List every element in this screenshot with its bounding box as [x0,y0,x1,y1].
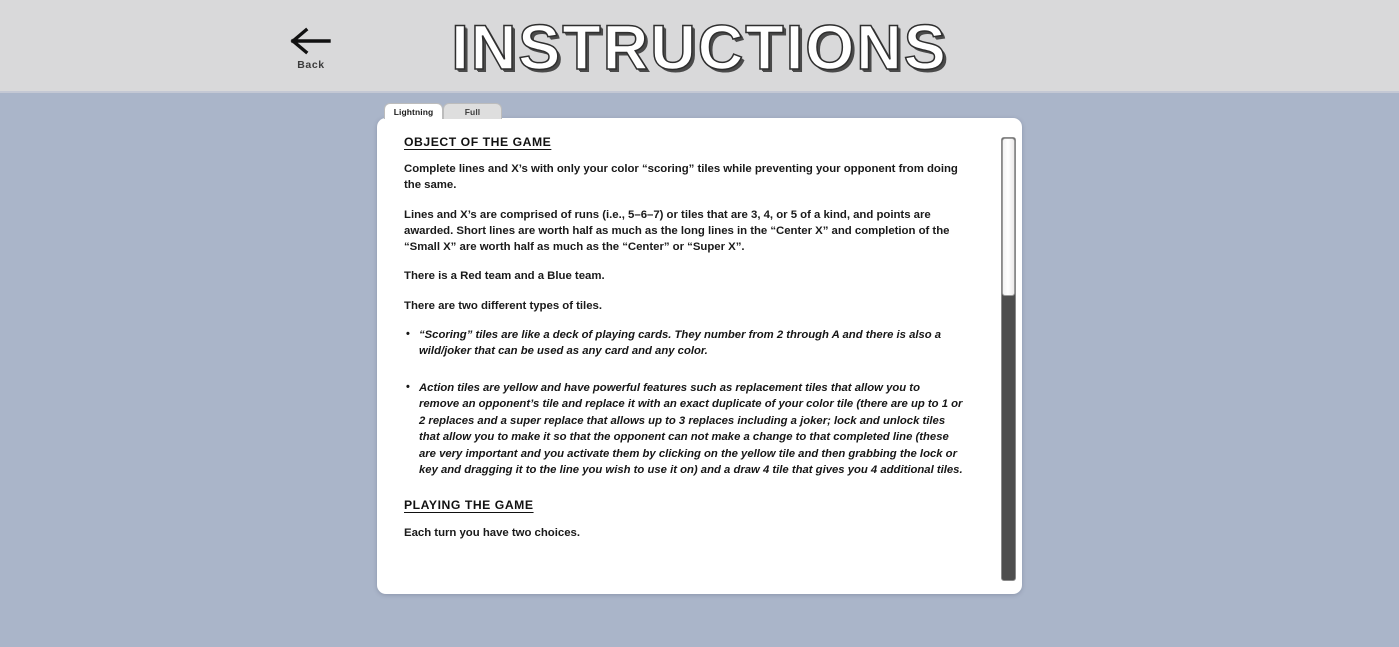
scrollbar[interactable] [1001,137,1016,581]
paragraph-objective-part2: your color “scoring” tiles while preventing your opponent from doing the same. [404,163,958,192]
heading-object-of-the-game: OBJECT OF THE GAME [404,135,552,149]
scrollbar-thumb[interactable] [1002,138,1015,296]
tab-lightning[interactable]: Lightning [384,103,443,119]
list-item: • Action tiles are yellow and have powerful features such as replacement tiles that allow you to remove an opponent’s tile and replace it with an exact duplicate of your color tile (there are up to 1 or 2 replaces and a super replace that allows up to 3 replaces including a joker; lock and unlock tiles that allow you to make it so that the opponent can not make a change to that completed line (these are very important and you activate them by clicking on the yellow tile and then grabbing the lock or key and dragging it to the line you wish to use it on) and a draw 4 tile that gives you 4 additional tiles. [404,380,963,478]
paragraph-scoring-rules: Lines and X’s are comprised of runs (i.e., 5–6–7) or tiles that are 3, 4, or 5 of a kind, and points are awarded. Short lines are worth half as much as the long lines in the “Center X” and completion of the “Small X” are worth half as much as the “Center” or “Super X”. [404,208,950,254]
tile-type-list [404,327,963,478]
paragraph-tile-types: There are two different types of tiles. [404,299,602,312]
paragraph-teams: There is a Red team and a Blue team. [404,270,605,283]
paragraph-turn-choices: Each turn you have two choices. [404,527,580,540]
tab-strip [384,103,502,119]
heading-playing-the-game: PLAYING THE GAME [404,498,534,513]
tab-full[interactable]: Full [443,103,502,119]
paragraph-objective [404,161,963,194]
header-bar [0,0,1399,93]
page-title: INSTRUCTIONS [451,13,948,83]
paragraph-objective-part1: Complete lines and X’s with [404,163,557,175]
paragraph-objective-emphasis: only [556,163,581,175]
list-item: • “Scoring” tiles are like a deck of playing cards. They number from 2 through A and there is also a wild/joker that can be used as any card and any color. [404,327,963,360]
back-button-label: Back [297,59,325,71]
instructions-content [377,118,987,594]
instructions-panel [377,118,1022,594]
